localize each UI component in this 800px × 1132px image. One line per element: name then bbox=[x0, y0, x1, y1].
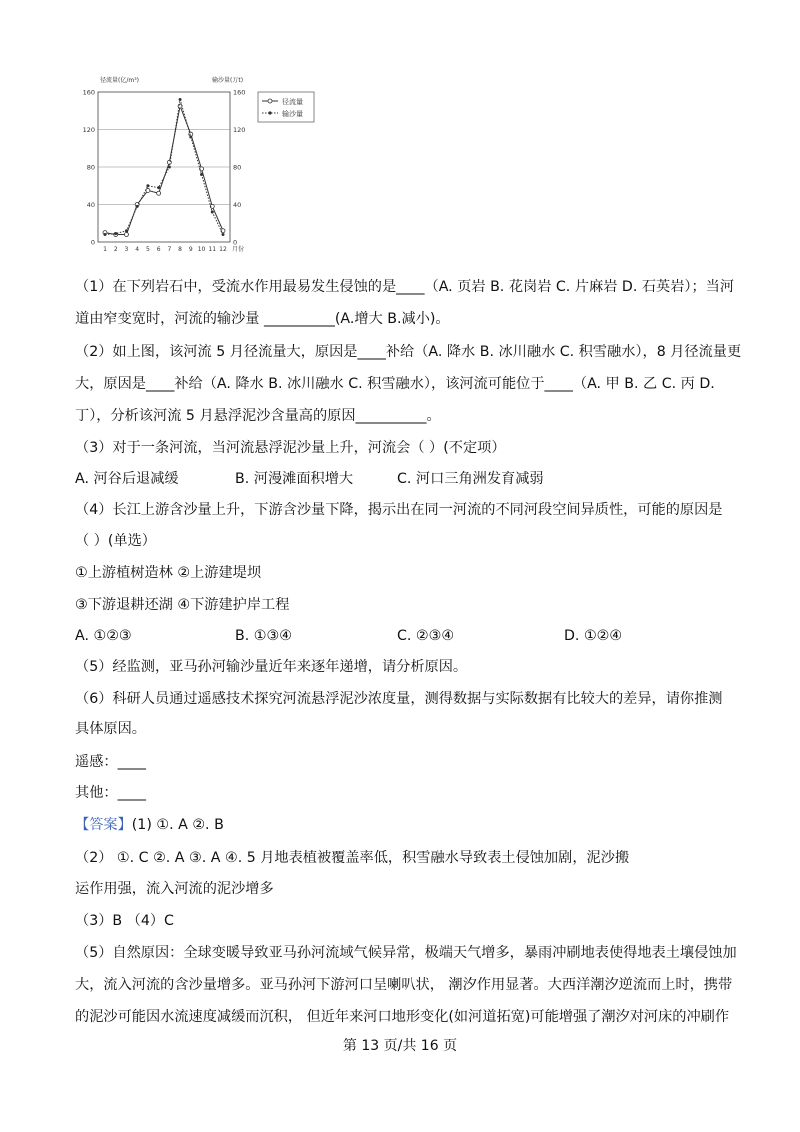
y-tick-left: 120 bbox=[82, 126, 95, 134]
x-tick: 3 bbox=[124, 246, 129, 253]
x-tick: 10 bbox=[197, 246, 206, 253]
q1-line-2: 道由窄变宽时，河流的输沙量 __________(A.增大 B.减小)。 bbox=[75, 311, 450, 327]
answer-5-line-2: 大，流入河流的含沙量增多。亚马孙河下游河口呈喇叭状， 潮汐作用显著。大西洋潮汐逆流而上时，携带 bbox=[75, 977, 733, 993]
q3-option-c: C. 河口三角洲发育减弱 bbox=[397, 471, 544, 487]
q6-other: 其他：____ bbox=[75, 785, 146, 801]
y-tick-right: 160 bbox=[233, 88, 246, 97]
q6-stem-2: 具体原因。 bbox=[75, 721, 146, 737]
x-tick: 8 bbox=[178, 246, 183, 253]
y-tick-right: 120 bbox=[233, 126, 246, 134]
q4-items-2: ③下游退耕还湖 ④下游建护岸工程 bbox=[75, 597, 290, 613]
y-tick-right: 0 bbox=[233, 238, 238, 247]
x-tick: 4 bbox=[135, 246, 140, 253]
sediment-point bbox=[125, 229, 128, 232]
chart-ticks bbox=[83, 89, 246, 254]
legend-sediment: 输沙量 bbox=[282, 110, 303, 118]
x-tick: 6 bbox=[156, 246, 161, 253]
q4-option-b: B. ①③④ bbox=[235, 628, 292, 644]
series-line-runoff bbox=[105, 106, 223, 234]
q4-stem-2: （ ）(单选） bbox=[75, 533, 156, 549]
y-tick-left: 160 bbox=[82, 88, 95, 97]
sediment-point bbox=[157, 186, 160, 189]
left-axis-unit: 径流量(亿/m³) bbox=[100, 77, 139, 84]
x-tick: 2 bbox=[113, 246, 118, 253]
sediment-point bbox=[114, 232, 117, 235]
x-tick: 5 bbox=[145, 246, 150, 253]
answer-1-text: (1) ①. A ②. B bbox=[131, 817, 224, 833]
y-tick-left: 40 bbox=[86, 201, 95, 209]
answer-1 bbox=[75, 815, 224, 835]
q3-option-a: A. 河谷后退减缓 bbox=[75, 471, 179, 487]
x-tick: 1 bbox=[103, 246, 107, 253]
sediment-point bbox=[200, 173, 203, 176]
answer-5-line-3: 的泥沙可能因水流速度减缓而沉积， 但近年来河口地形变化(如河道拓宽)可能增强了潮汐对河床的冲刷作 bbox=[75, 1009, 730, 1025]
right-axis-unit: 输沙量(万t) bbox=[212, 77, 244, 84]
answer-3-4: （3）B （4）C bbox=[75, 913, 174, 929]
runoff-point bbox=[124, 233, 128, 237]
chart-svg bbox=[80, 56, 320, 256]
sediment-point bbox=[179, 98, 182, 101]
sediment-point bbox=[211, 211, 214, 214]
answer-2-line-2: 运作用强，流入河流的泥沙增多 bbox=[75, 881, 274, 897]
answer-5-line-1: （5）自然原因：全球变暖导致亚马孙河流域气候异常，极端天气增多，暴雨冲刷地表使得地表土壤侵蚀加 bbox=[75, 945, 737, 961]
q2-line-2: 大，原因是____补给（A. 降水 B. 冰川融水 C. 积雪融水），该河流可能位于____（A. 甲 B. 乙 C. 丙 D. bbox=[75, 376, 715, 392]
q4-option-a: A. ①②③ bbox=[75, 628, 132, 644]
chart-grid bbox=[98, 92, 230, 242]
q3-stem: （3）对于一条河流，当河流悬浮泥沙量上升，河流会（ ）(不定项） bbox=[75, 440, 506, 456]
answer-tag: 【答案】 bbox=[75, 817, 132, 833]
sediment-point bbox=[146, 184, 149, 187]
q2-line-3: 丁），分析该河流 5 月悬浮泥沙含量高的原因__________。 bbox=[75, 408, 441, 424]
runoff-point bbox=[157, 191, 161, 195]
y-tick-right: 80 bbox=[233, 163, 242, 172]
answer-2-line-1: （2） ①. C ②. A ③. A ④. 5 月地表植被覆盖率低，积雪融水导致表土侵蚀加剧，泥沙搬 bbox=[75, 850, 630, 866]
x-tick: 9 bbox=[188, 246, 193, 253]
sediment-point bbox=[136, 205, 139, 208]
sediment-point bbox=[189, 136, 192, 139]
x-axis-unit: 月份 bbox=[232, 246, 245, 253]
legend-runoff: 径流量 bbox=[282, 98, 303, 106]
q2-line-1: （2）如上图，该河流 5 月径流量大，原因是____补给（A. 降水 B. 冰川融水 C. 积雪融水），8 月径流量更 bbox=[75, 344, 742, 360]
y-tick-right: 40 bbox=[233, 201, 242, 209]
q4-option-c: C. ②③④ bbox=[397, 628, 455, 644]
q6-stem-1: （6）科研人员通过遥感技术探究河流悬浮泥沙浓度量，测得数据与实际数据有比较大的差异，请你推测 bbox=[75, 691, 723, 707]
q6-remote-sensing: 遥感：____ bbox=[75, 754, 146, 770]
y-tick-left: 0 bbox=[90, 238, 95, 247]
chart-legend bbox=[258, 92, 314, 122]
q5-stem: （5）经监测，亚马孙河输沙量近年来逐年递增，请分析原因。 bbox=[75, 659, 468, 675]
runoff-sediment-chart bbox=[80, 56, 320, 256]
q4-items-1: ①上游植树造林 ②上游建堤坝 bbox=[75, 565, 262, 581]
sediment-point bbox=[104, 233, 107, 236]
x-tick: 7 bbox=[167, 246, 172, 253]
y-tick-left: 80 bbox=[86, 163, 95, 172]
x-tick: 12 bbox=[219, 246, 227, 253]
q1-line-1: （1）在下列岩石中，受流水作用最易发生侵蚀的是____（A. 页岩 B. 花岗岩 C. 片麻岩 D. 石英岩）；当河 bbox=[75, 279, 735, 295]
sediment-point bbox=[168, 166, 171, 169]
x-tick: 11 bbox=[208, 246, 217, 253]
q4-option-d: D. ①②④ bbox=[564, 628, 623, 644]
q3-option-b: B. 河漫滩面积增大 bbox=[235, 471, 354, 487]
sediment-point bbox=[222, 233, 225, 236]
page-footer: 第 13 页/共 16 页 bbox=[342, 1038, 458, 1054]
q4-stem-1: （4）长江上游含沙量上升，下游含沙量下降，揭示出在同一河流的不同河段空间异质性，可能的原因是 bbox=[75, 502, 723, 518]
runoff-point bbox=[146, 188, 150, 192]
